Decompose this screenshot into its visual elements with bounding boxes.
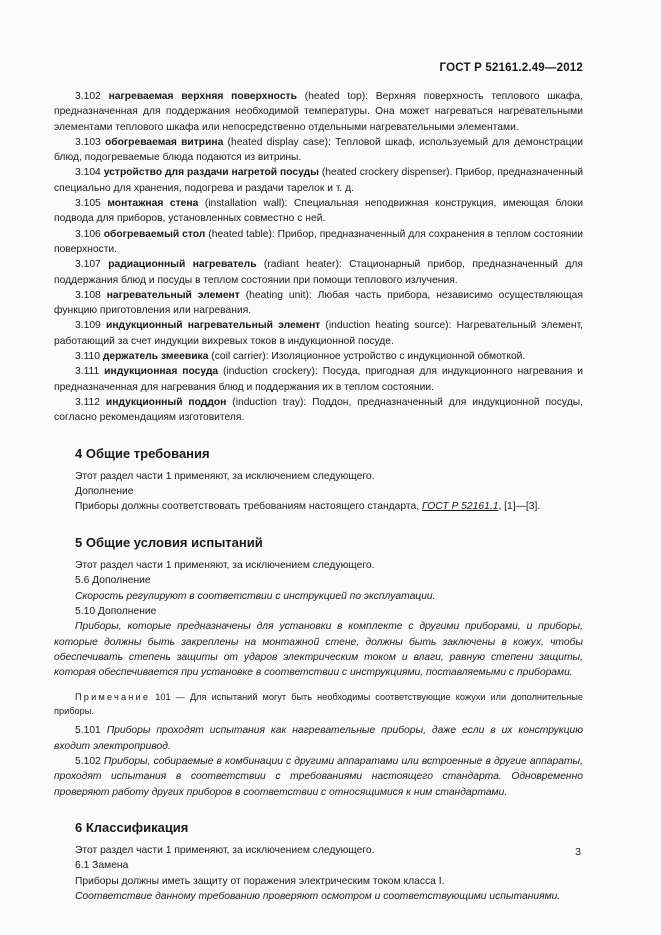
definition-item xyxy=(54,227,583,258)
definition-term: радиационный нагреватель xyxy=(108,259,257,271)
definition-number: 3.106 xyxy=(75,228,101,240)
definition-term: индукционный поддон xyxy=(105,396,227,408)
definition-number: 3.111 xyxy=(75,366,100,378)
definition-number: 3.105 xyxy=(75,198,101,210)
definition-item xyxy=(54,135,583,166)
section-5-intro: Этот раздел части 1 применяют, за исключением следующего. xyxy=(75,560,375,572)
definition-item xyxy=(54,318,583,349)
definition-text: (heated top): Верхняя поверхность теплового шкафа, предназначенная для поддержания необходимой температуры. Она может нагреваться нагревательными элементами теплового шкафа или непосредственно отдельными нагревательными элементами. xyxy=(54,91,583,133)
section-6-heading: 6 Классификация xyxy=(75,819,189,835)
definition-term: индукционная посуда xyxy=(104,366,219,378)
definition-number: 3.102 xyxy=(75,91,101,102)
definition-text: (heated crockery dispenser). Прибор, предназначенный специально для хранения, подогрева и раздачи тарелок и т. д. xyxy=(54,167,583,194)
definition-text: (induction heating source): Нагревательный элемент, работающий за счет индукции вихревых токов в индукционной посуде. xyxy=(54,320,583,347)
page-content xyxy=(54,89,583,904)
definition-item xyxy=(54,364,583,395)
section-5-heading: 5 Общие условия испытаний xyxy=(75,534,263,550)
definition-number: 3.109 xyxy=(75,320,101,332)
definition-item xyxy=(54,89,583,135)
document-header: ГОСТ Р 52161.2.49—2012 xyxy=(439,62,583,74)
definition-item xyxy=(54,288,583,319)
section-4-heading: 4 Общие требования xyxy=(75,445,210,461)
definitions-list xyxy=(54,89,583,426)
section-4-intro: Этот раздел части 1 применяют, за исключением следующего. xyxy=(75,470,375,482)
definition-text: (installation wall): Специальная неподвижная конструкция, имеющая блоки подвода для приборов, установленных совместно с ней. xyxy=(54,198,583,225)
clause-6-1-requirement: Приборы должны иметь защиту от поражения электрическим током класса I. xyxy=(75,875,445,887)
clause-6-1-label: 6.1 Замена xyxy=(75,860,129,872)
note-101: Примечание 101 — Для испытаний могут быть необходимы соответствующие кожухи или дополнительные приборы. xyxy=(54,692,583,717)
clause-5-6-text: Скорость регулируют в соответствии с инструкцией по эксплуатации. xyxy=(75,590,436,602)
definition-number: 3.112 xyxy=(75,396,101,408)
definition-term: обогреваемая витрина xyxy=(104,136,224,148)
definition-item xyxy=(54,257,583,288)
definition-term: индукционный нагревательный элемент xyxy=(106,320,321,332)
definition-number: 3.104 xyxy=(75,167,101,179)
definition-text: (radiant heater): Стационарный прибор, предназначенный для поддержания блюд и посуды в теплом состоянии при помощи теплового излучения. xyxy=(54,259,583,286)
clause-6-1-compliance: Соответствие данному требованию проверяют осмотром и соответствующими испытаниями. xyxy=(75,891,561,903)
definition-number: 3.110 xyxy=(75,351,101,363)
clause-5-10-label: 5.10 Дополнение xyxy=(75,605,157,617)
definition-term: обогреваемый стол xyxy=(103,228,206,240)
section-4-addition-label: Дополнение xyxy=(75,486,134,498)
definition-text: (induction tray): Поддон, предназначенный для индукционной посуды, согласно рекомендациям изготовителя. xyxy=(54,396,583,424)
definition-number: 3.108 xyxy=(75,289,101,301)
clause-5-10-text: Приборы, которые предназначены для установки в комплекте с другими приборами, и приборы, которые должны быть закреплены на монтажной стене, должны быть заключены в кожух, чтобы обеспечивать степень защиты от ударов электрическим током и влаги, равную степени защиты, которая обеспечивается при установке в соответствии с инструкциями, поставляемыми с приборами. xyxy=(54,621,583,679)
definition-item xyxy=(54,165,583,196)
definition-item xyxy=(54,395,583,426)
definition-item xyxy=(54,349,583,364)
definition-number: 3.107 xyxy=(75,259,101,271)
definition-number: 3.103 xyxy=(75,136,101,148)
definition-text: (heated display case): Тепловой шкаф, используемый для демонстрации блюд, подогреваемые блюда подаются из витрины. xyxy=(54,136,583,164)
definition-text: (coil carrier): Изоляционное устройство с индукционной обмоткой. xyxy=(208,351,526,363)
clause-5-101: 5.101 Приборы проходят испытания как нагревательные приборы, даже если в их конструкцию входит электропривод. xyxy=(54,725,583,752)
definition-text: (heated table): Прибор, предназначенный для сохранения в теплом состоянии поверхности. xyxy=(54,228,583,255)
definition-term: держатель змеевика xyxy=(102,351,209,363)
definition-term: монтажная стена xyxy=(107,198,199,210)
page-number: 3 xyxy=(575,846,581,858)
definition-text: (heating unit): Любая часть прибора, независимо осуществляющая функцию приготовления или нагревания. xyxy=(54,289,583,317)
clause-5-102: 5.102 Приборы, собираемые в комбинации с другими аппаратами или встроенные в другие аппараты, проходят испытания в соответствии с требованиями настоящего стандарта. Одновременно проверяют работу других приборов в соответствии с относящимися к ним стандартами. xyxy=(54,755,583,798)
definition-term: устройство для раздачи нагретой посуды xyxy=(103,167,319,179)
standard-reference-link[interactable]: ГОСТ Р 52161.1 xyxy=(421,501,499,513)
definition-term: нагреваемая верхняя поверхность xyxy=(108,91,297,102)
definition-text: (induction crockery): Посуда, пригодная для индукционного нагревания и предназначенная для нагревания блюд и поддержания их в теплом состоянии. xyxy=(54,366,583,393)
definition-item xyxy=(54,196,583,227)
definition-term: нагревательный элемент xyxy=(106,289,240,301)
section-6-intro: Этот раздел части 1 применяют, за исключением следующего. xyxy=(75,845,375,857)
section-4-requirement: Приборы должны соответствовать требованиям настоящего стандарта, ГОСТ Р 52161.1, [1]—[3]. xyxy=(75,501,541,513)
clause-5-6-label: 5.6 Дополнение xyxy=(75,575,151,587)
